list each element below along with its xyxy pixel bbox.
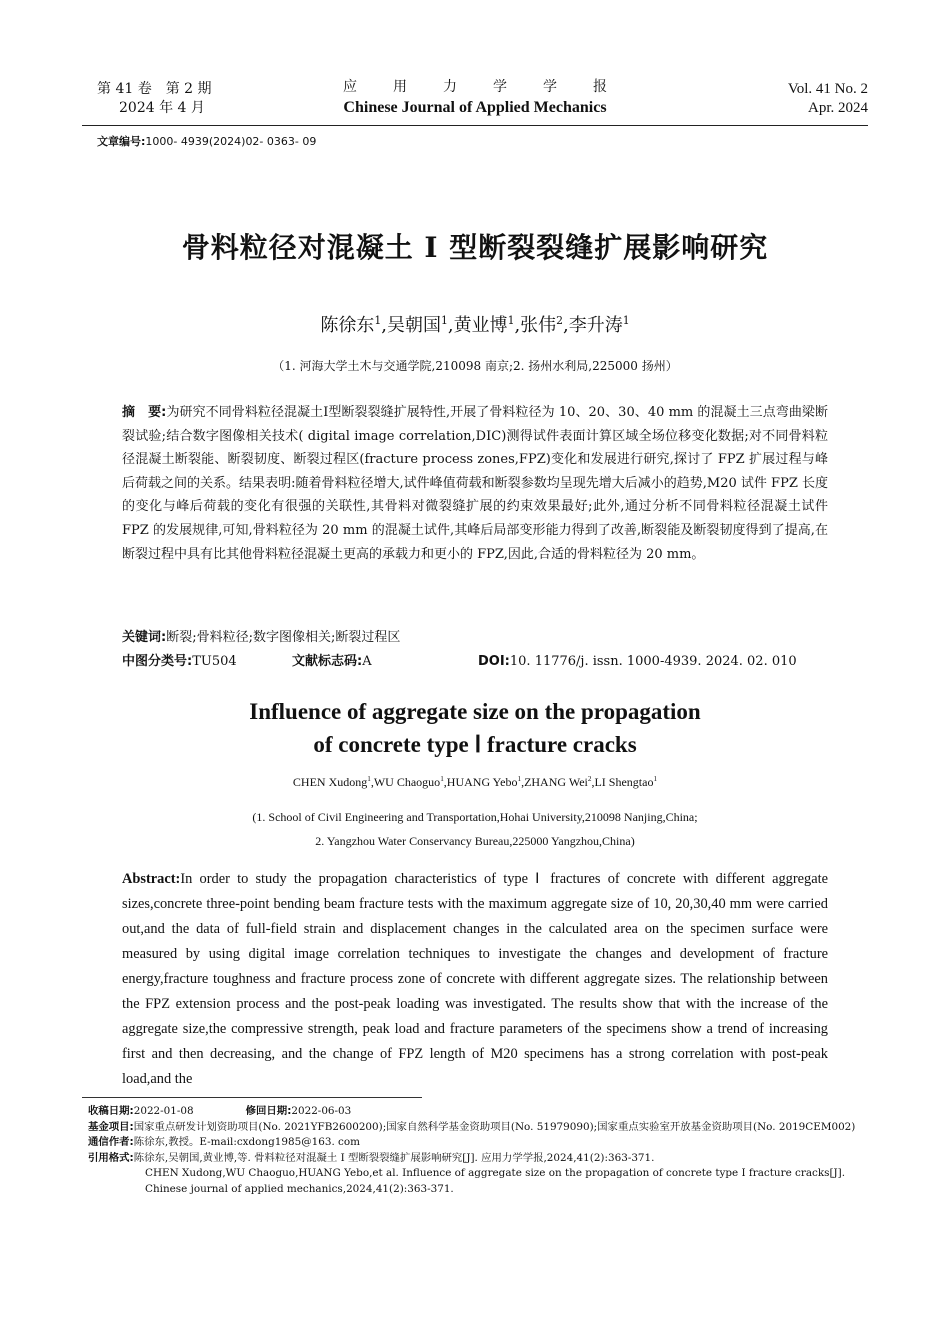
article-number-value: 1000- 4939(2024)02- 0363- 09 (145, 135, 317, 148)
author-cn-2: 吴朝国$^1$, (386, 314, 454, 336)
author-en-2: WU Chaoguo$^1$, (373, 775, 447, 789)
keywords-cn-text: 断裂;骨料粒径;数字图像相关;断裂过程区 (166, 630, 401, 645)
affiliation-en-line1: (1. School of Civil Engineering and Transportation,Hohai University,210098 Nanjing,China; (252, 810, 698, 824)
classification-line (122, 650, 842, 673)
title-en (0, 695, 950, 761)
authors-cn (0, 311, 950, 337)
footnote-rule (82, 1097, 422, 1098)
author-en-3: HUANG Yebo$^1$, (446, 775, 525, 789)
abstract-en-label: Abstract: (122, 871, 181, 887)
doi-label: DOI: (478, 654, 510, 669)
abstract-cn-label: 摘 要: (122, 405, 167, 420)
doc-code-label: 文献标志码: (292, 654, 363, 669)
citation-en: CHEN Xudong,WU Chaoguo,HUANG Yebo,et al. Influence of aggregate size on the propagation of concrete type Ⅰ fracture cracks[J]. Chinese journal of applied mechanics,2024,41(2):363-371. (145, 1167, 846, 1195)
abstract-en-text: In order to study the propagation characteristics of type Ⅰ fractures of concrete with different aggregate sizes,concrete three-point bending beam fracture tests with the maximum aggregate size of 10, 20,30,40 mm were carried out,and the data of full-field strain and displacement changes in the calculated area on the specimen surface were measured by using digital image correlation techniques to investigate the changes and development of fracture energy,fracture toughness and fracture process zone of concrete with different aggregate sizes. The relationship between the FPZ extension process and the post-peak loading was investigated. The results show that with the increase of the aggregate size,the compressive strength, peak load and fracture parameters of the specimens show a trend of increasing first and then decreasing, and the change of FPZ length of M20 specimens has a strong correlation with post-peak load,and the (122, 871, 828, 1087)
article-number (97, 133, 316, 149)
footnote-dates: 收稿日期:2022-01-08 修回日期:2022-06-03 (88, 1105, 352, 1117)
journal-name-en: Chinese Journal of Applied Mechanics (343, 99, 607, 116)
received-date: 2022-01-08 (133, 1105, 194, 1117)
abstract-en (122, 867, 828, 1092)
journal-name-cn: 应用力学学报 (343, 79, 643, 95)
header-date-cn: 2024 年 4 月 (119, 100, 205, 116)
fund-text: 国家重点研发计划资助项目(No. 2021YFB2600200);国家自然科学基金资助项目(No. 51979090);国家重点实验室开放基金资助项目(No. 2019CEM002) (133, 1120, 856, 1133)
corresponding-text: 陈徐东,教授。E-mail:cxdong1985@163. com (133, 1136, 360, 1148)
author-en-4: ZHANG Wei$^2$, (524, 775, 595, 789)
keywords-cn-label: 关键词: (122, 630, 167, 645)
header-date-en: Apr. 2024 (808, 100, 868, 116)
author-cn-4: 张伟$^2$, (520, 314, 569, 336)
clc-value: TU504 (192, 654, 237, 669)
title-cn: 骨料粒径对混凝土 I 型断裂裂缝扩展影响研究 (181, 231, 769, 264)
header-rule (82, 125, 868, 126)
title-en-line2: of concrete type Ⅰ fracture cracks (313, 732, 637, 757)
abstract-cn (122, 401, 828, 566)
author-cn-1: 陈徐东$^1$, (320, 314, 387, 336)
doc-code-value: A (362, 654, 372, 669)
footnotes (88, 1104, 868, 1197)
header-volume-en (788, 80, 868, 118)
author-cn-5: 李升涛$^1$ (568, 314, 630, 336)
title-en-line1: Influence of aggregate size on the propagation (249, 699, 701, 724)
header-volume-issue: 第 41 卷 第 2 期 (97, 81, 212, 97)
affiliation-cn: （1. 河海大学土木与交通学院,210098 南京;2. 扬州水利局,225000 扬州） (272, 359, 678, 373)
author-cn-3: 黄业博$^1$, (453, 314, 521, 336)
affiliation-en-line2: 2. Yangzhou Water Conservancy Bureau,225000 Yangzhou,China) (315, 834, 635, 848)
footnote-corresponding: 通信作者:陈徐东,教授。E-mail:cxdong1985@163. com (88, 1136, 360, 1148)
header-vol-no: Vol. 41 No. 2 (787, 81, 868, 97)
doi-value: 10. 11776/j. issn. 1000-4939. 2024. 02. 010 (509, 654, 797, 669)
article-number-label: 文章编号: (97, 135, 146, 148)
header-issue-info (97, 80, 212, 118)
authors-en (0, 775, 950, 790)
journal-name (300, 78, 650, 119)
author-en-1: CHEN Xudong$^1$, (292, 775, 374, 789)
footnote-fund: 基金项目:国家重点研发计划资助项目(No. 2021YFB2600200);国家自然科学基金资助项目(No. 51979090);国家重点实验室开放基金资助项目(No. 2019CEM002) (88, 1120, 856, 1133)
author-en-5: LI Shengtao$^1$ (594, 775, 658, 789)
abstract-cn-text: 为研究不同骨料粒径混凝土Ⅰ型断裂裂缝扩展特性,开展了骨料粒径为 10、20、30、40 mm 的混凝土三点弯曲梁断裂试验;结合数字图像相关技术( digital image correlation,DIC)测得试件表面计算区域全场位移变化数据;对不同骨料粒径混凝土断裂能、断裂韧度、断裂过程区(fracture process zones,FPZ)变化和发展进行研究,探讨了 FPZ 扩展过程与峰后荷载之间的关系。结果表明:随着骨料粒径增大,试件峰值荷载和断裂参数均呈现先增大后减小的趋势,M20 试件 FPZ 长度的变化与峰后荷载的变化有很强的关联性,其骨料对微裂缝扩展的约束效果最好;此外,通过分析不同骨料粒径混凝土试件 FPZ 的发展规律,可知,骨料粒径为 20 mm 的混凝土试件,其峰后局部变形能力得到了改善,断裂能及断裂韧度得到了提高,在断裂过程中具有比其他骨料粒径混凝土更高的承载力和更小的 FPZ,因此,合适的骨料粒径为 20 mm。 (122, 405, 828, 562)
revised-date: 2022-06-03 (291, 1105, 352, 1117)
affiliation-en (0, 805, 950, 853)
footnote-citation: 引用格式:陈徐东,吴朝国,黄业博,等. 骨料粒径对混凝土 I 型断裂裂缝扩展影响研究[J]. 应用力学学报,2024,41(2):363-371. (88, 1151, 655, 1164)
keywords-cn (122, 626, 400, 649)
citation-cn: 陈徐东,吴朝国,黄业博,等. 骨料粒径对混凝土 I 型断裂裂缝扩展影响研究[J]. 应用力学学报,2024,41(2):363-371. (133, 1151, 655, 1164)
clc-label: 中图分类号: (122, 654, 193, 669)
